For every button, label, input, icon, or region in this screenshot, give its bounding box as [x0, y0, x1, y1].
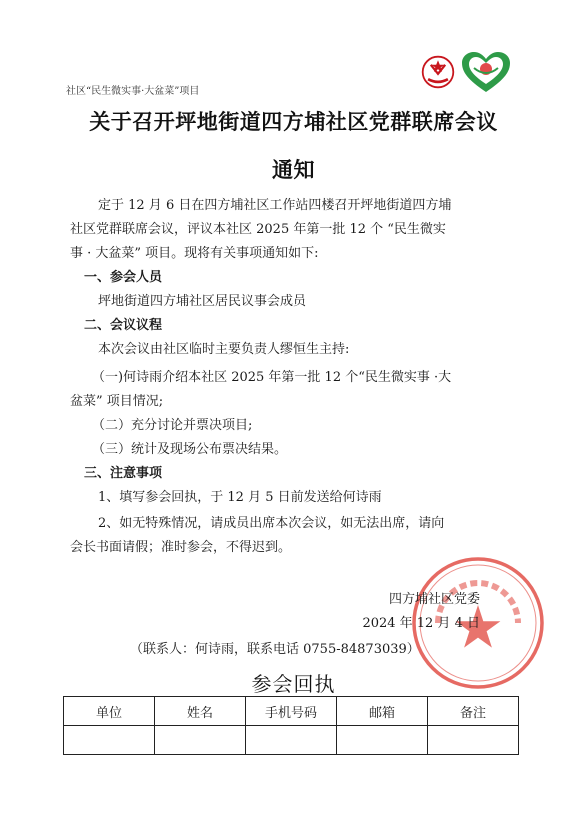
intro-line-2: 社区党群联席会议，评议本社区 2025 年第一批 12 个 “民生微实 — [70, 222, 446, 237]
party-emblem-icon — [420, 54, 456, 90]
notice-title-line2: 通知 — [272, 157, 315, 182]
project-note: 社区“民生微实事·大盆菜”项目 — [66, 86, 200, 97]
receipt-col-unit: 单位 — [64, 697, 155, 726]
signature-org: 四方埔社区党委 — [388, 592, 480, 607]
receipt-table — [63, 696, 519, 755]
section-3-item-2b: 会长书面请假；准时参会，不得迟到。 — [70, 540, 292, 555]
receipt-cell-email[interactable] — [337, 726, 428, 755]
intro-line-3: 事 · 大盆菜” 项目。现将有关事项通知如下: — [70, 246, 319, 261]
section-3-item-2a: 2、如无特殊情况，请成员出席本次会议，如无法出席，请向 — [98, 516, 445, 531]
receipt-title: 参会回执 — [251, 672, 336, 696]
section-2-item-2: （二）充分讨论并票决项目; — [92, 418, 253, 433]
section-2-item-1a: （一)何诗雨介绍本社区 2025 年第一批 12 个“民生微实事 ·大 — [92, 370, 452, 385]
section-2-item-1b: 盆菜” 项目情况; — [70, 394, 164, 409]
receipt-col-phone: 手机号码 — [246, 697, 337, 726]
receipt-cell-phone[interactable] — [246, 726, 337, 755]
notice-title-line1: 关于召开坪地街道四方埔社区党群联席会议 — [89, 109, 498, 134]
receipt-cell-remark[interactable] — [428, 726, 519, 755]
receipt-cell-unit[interactable] — [64, 726, 155, 755]
receipt-cell-name[interactable] — [155, 726, 246, 755]
section-2-heading: 二、会议议程 — [84, 318, 163, 333]
section-2-intro: 本次会议由社区临时主要负责人缪恒生主持: — [98, 342, 350, 357]
section-2-item-3: （三）统计及现场公布票决结果。 — [92, 442, 288, 457]
heart-logo-icon — [460, 50, 512, 94]
receipt-col-name: 姓名 — [155, 697, 246, 726]
contact-info: （联系人：何诗雨，联系电话 0755-84873039） — [130, 642, 420, 657]
section-1-text: 坪地街道四方埔社区居民议事会成员 — [98, 294, 307, 309]
intro-line-1: 定于 12 月 6 日在四方埔社区工作站四楼召开坪地街道四方埔 — [98, 198, 452, 213]
section-3-heading: 三、注意事项 — [84, 466, 163, 481]
section-3-item-1: 1、填写参会回执，于 12 月 5 日前发送给何诗雨 — [98, 490, 382, 505]
receipt-col-remark: 备注 — [428, 697, 519, 726]
signature-date: 2024 年 12 月 4 日 — [362, 616, 480, 631]
receipt-col-email: 邮箱 — [337, 697, 428, 726]
section-1-heading: 一、参会人员 — [84, 270, 163, 285]
receipt-header-row — [64, 697, 519, 726]
table-row — [64, 726, 519, 755]
